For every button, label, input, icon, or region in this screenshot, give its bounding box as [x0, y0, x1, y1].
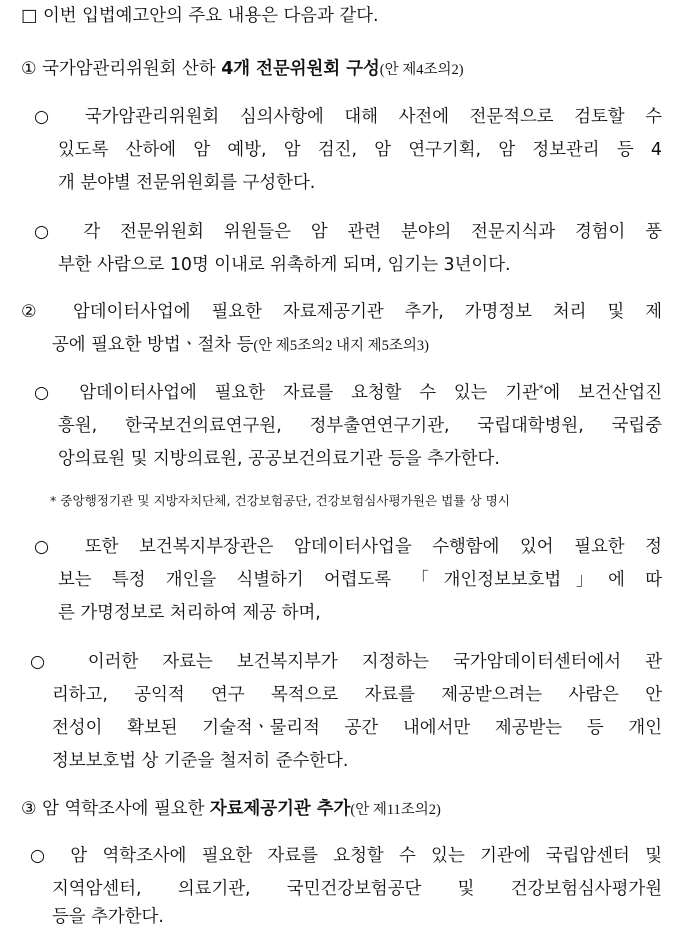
section-3-heading-bold: 자료제공기관 추가	[209, 799, 351, 819]
section-1-bullet-2-line-1: ○ 각 전문위원회 위원들은 암 관련 분야의 전문지식과 경험이 풍	[34, 222, 662, 242]
section-3-heading	[21, 797, 441, 822]
intro-line: □ 이번 입법예고안의 주요 내용은 다음과 같다.	[21, 6, 379, 26]
section-2-bullet-1-line-3: 앙의료원 및 지방의료원, 공공보건의료기관 등을 추가한다.	[58, 449, 500, 469]
section-2-heading-line-1	[21, 300, 662, 324]
section-2-reference: (안 제5조의2 내지 제5조의3)	[253, 338, 429, 354]
section-1-bullet-1-line-2: 있도록 산하에 암 예방, 암 검진, 암 연구기획, 암 정보관리 등 4	[58, 140, 662, 160]
section-2-heading-text-1: 암데이터사업에 필요한 자료제공기관 추가, 가명정보 처리 및 제	[52, 302, 662, 322]
footnote-marker: *	[538, 384, 544, 395]
section-1-bullet-1-line-3: 개 분야별 전문위원회를 구성한다.	[58, 173, 316, 193]
section-1-bullet-2-line-2: 부한 사람으로 10명 이내로 위촉하게 되며, 임기는 3년이다.	[58, 255, 511, 275]
section-2-bullet-1-text-b: 에 보건산업진	[543, 383, 662, 403]
section-2-bullet-2-line-1: ○ 또한 보건복지부장관은 암데이터사업을 수행함에 있어 필요한 정	[34, 537, 662, 557]
section-2-number: ②	[21, 302, 53, 322]
section-1-bullet-1-line-1: ○ 국가암관리위원회 심의사항에 대해 사전에 전문적으로 검토할 수	[34, 107, 662, 127]
section-1-reference: (안 제4조의2)	[379, 62, 464, 78]
section-2-bullet-3-line-4: 정보보호법 상 기준을 철저히 준수한다.	[52, 751, 349, 771]
section-2-bullet-3-line-1: ○ 이러한 자료는 보건복지부가 지정하는 국가암데이터센터에서 관	[30, 652, 662, 672]
section-2-bullet-3-line-2: 리하고, 공익적 연구 목적으로 자료를 제공받으려는 사람은 안	[52, 685, 662, 705]
section-1-heading	[21, 57, 464, 82]
section-3-bullet-1-line-1: ○ 암 역학조사에 필요한 자료를 요청할 수 있는 기관에 국립암센터 및	[30, 846, 662, 866]
section-2-bullet-1-line-2: 흥원, 한국보건의료연구원, 정부출연연구기관, 국립대학병원, 국립중	[58, 416, 662, 436]
section-3-reference: (안 제11조의2)	[350, 802, 441, 818]
section-3-bullet-1-line-3: 등을 추가한다.	[52, 907, 164, 927]
section-3-bullet-1-line-2: 지역암센터, 의료기관, 국민건강보험공단 및 건강보험심사평가원	[52, 879, 662, 899]
section-3-number: ③	[21, 799, 37, 819]
section-2-bullet-2-line-2: 보는 특정 개인을 식별하기 어렵도록 「개인정보보호법」에 따	[58, 570, 662, 590]
section-2-bullet-1-text-a: ○ 암데이터사업에 필요한 자료를 요청할 수 있는 기관	[34, 383, 539, 403]
section-2-heading-text-2: 공에 필요한 방법ㆍ절차 등	[52, 335, 254, 355]
section-3-heading-text: 암 역학조사에 필요한	[36, 799, 210, 819]
section-1-heading-bold: 4개 전문위원회 구성	[221, 59, 380, 79]
section-2-bullet-1-line-1	[34, 381, 662, 405]
section-2-bullet-3-line-3: 전성이 확보된 기술적ㆍ물리적 공간 내에서만 제공받는 등 개인	[52, 718, 662, 738]
section-1-heading-text: 국가암관리위원회 산하	[36, 59, 222, 79]
section-2-bullet-2-line-3: 른 가명정보로 처리하여 제공 하며,	[58, 603, 321, 623]
section-2-heading-line-2	[52, 333, 429, 358]
footnote: * 중앙행정기관 및 지방자치단체, 건강보험공단, 건강보험심사평가원은 법률 상 명시	[50, 493, 510, 508]
section-1-number: ①	[21, 59, 37, 79]
